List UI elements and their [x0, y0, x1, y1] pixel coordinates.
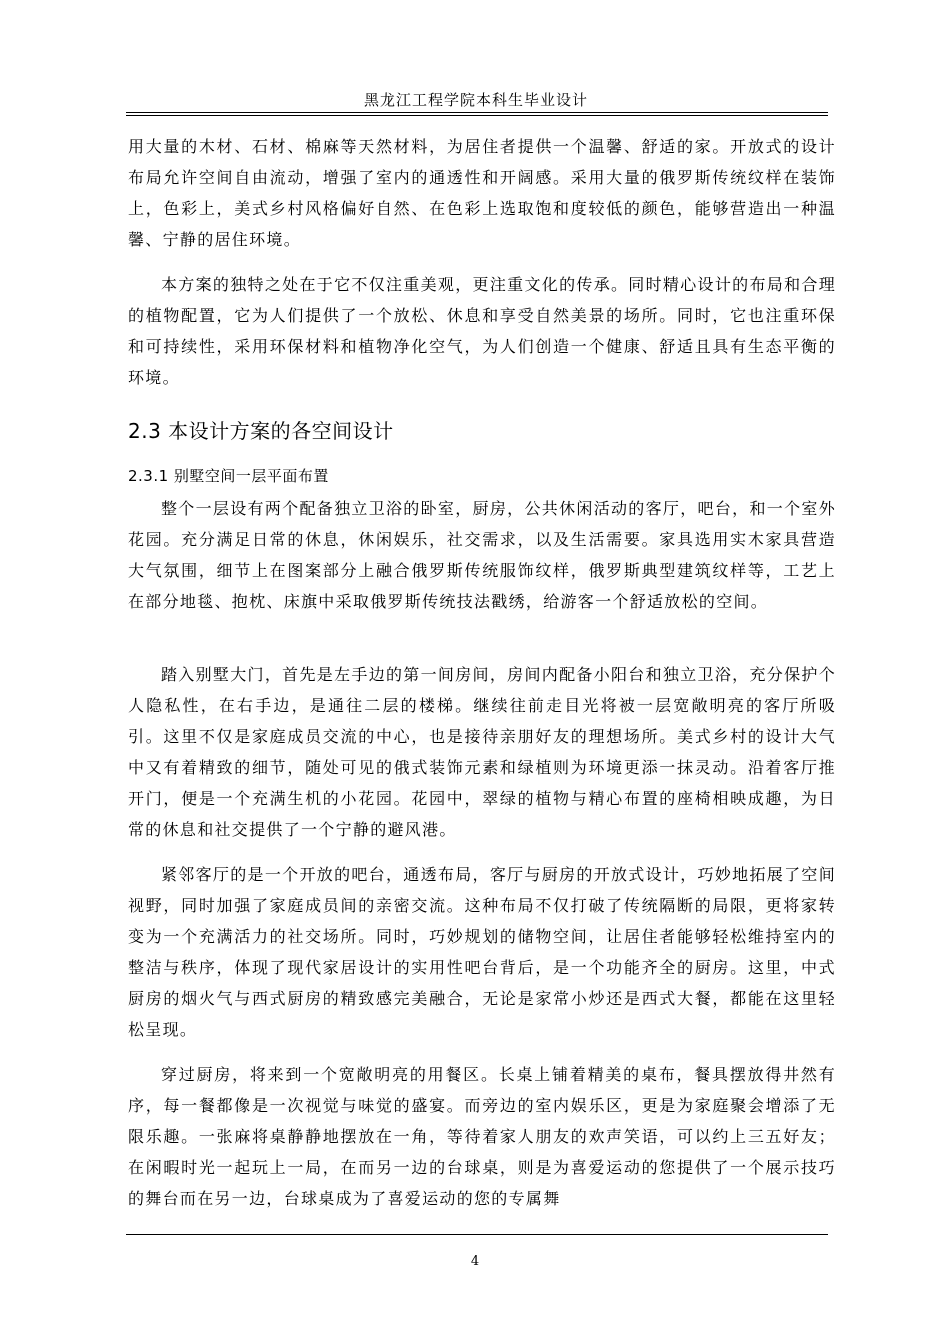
page-header: 黑龙江工程学院本科生毕业设计 — [363, 91, 588, 109]
paragraph-dining-entertainment: 穿过厨房，将来到一个宽敞明亮的用餐区。长桌上铺着精美的桌布，餐具摆放得井然有序，每一餐都像是一次视觉与味觉的盛宴。而旁边的室内娱乐区，更是为家庭聚会增添了无限乐趣。一张麻将桌静静地摆放在一角，等待着家人朋友的欢声笑语，可以约上三五好友；在闲暇时光一起玩上一局，在而另一边的台球桌，则是为喜爱运动的您提供了一个展示技巧的舞台而在另一边，台球桌成为了喜爱运动的您的专属舞 — [128, 1065, 836, 1208]
paragraph-entrance-living-room: 踏入别墅大门，首先是左手边的第一间房间，房间内配备小阳台和独立卫浴，充分保护个人隐私性，在右手边，是通往二层的楼梯。继续往前走目光将被一层宽敞明亮的客厅所吸引。这里不仅是家庭成员交流的中心，也是接待亲朋好友的理想场所。美式乡村的设计大气中又有着精致的细节，随处可见的俄式装饰元素和绿植则为环境更添一抹灵动。沿着客厅推开门，便是一个充满生机的小花园。花园中，翠绿的植物与精心布置的座椅相映成趣，为日常的休息和社交提供了一个宁静的避风港。 — [128, 665, 836, 839]
footer-rule — [126, 1234, 828, 1235]
header-rule — [126, 112, 828, 116]
paragraph-uniqueness: 本方案的独特之处在于它不仅注重美观，更注重文化的传承。同时精心设计的布局和合理的植物配置，它为人们提供了一个放松、休息和享受自然美景的场所。同时，它也注重环保和可持续性，采用环保材料和植物净化空气，为人们创造一个健康、舒适且具有生态平衡的环境。 — [128, 275, 836, 387]
subsection-heading: 2.3.1 别墅空间一层平面布置 — [128, 467, 329, 485]
page-number: 4 — [470, 1254, 480, 1269]
paragraph-first-floor-overview: 整个一层设有两个配备独立卫浴的卧室，厨房，公共休闲活动的客厅，吧台，和一个室外花园。充分满足日常的休息，休闲娱乐，社交需求，以及生活需要。家具选用实木家具营造大气氛围，细节上在图案部分上融合俄罗斯传统服饰纹样，俄罗斯典型建筑纹样等，工艺上在部分地毯、抱枕、床旗中采取俄罗斯传统技法戳绣，给游客一个舒适放松的空间。 — [128, 499, 836, 611]
paragraph-materials: 用大量的木材、石材、棉麻等天然材料，为居住者提供一个温馨、舒适的家。开放式的设计布局允许空间自由流动，增强了室内的通透性和开阔感。采用大量的俄罗斯传统纹样在装饰上，色彩上，美式乡村风格偏好自然、在色彩上选取饱和度较低的颜色，能够营造出一种温馨、宁静的居住环境。 — [128, 137, 836, 249]
section-heading: 2.3 本设计方案的各空间设计 — [128, 419, 394, 443]
paragraph-bar-kitchen: 紧邻客厅的是一个开放的吧台，通透布局，客厅与厨房的开放式设计，巧妙地拓展了空间视野，同时加强了家庭成员间的亲密交流。这种布局不仅打破了传统隔断的局限，更将家转变为一个充满活力的社交场所。同时，巧妙规划的储物空间，让居住者能够轻松维持室内的整洁与秩序，体现了现代家居设计的实用性吧台背后，是一个功能齐全的厨房。这里，中式厨房的烟火气与西式厨房的精致感完美融合，无论是家常小炒还是西式大餐，都能在这里轻松呈现。 — [128, 865, 836, 1039]
